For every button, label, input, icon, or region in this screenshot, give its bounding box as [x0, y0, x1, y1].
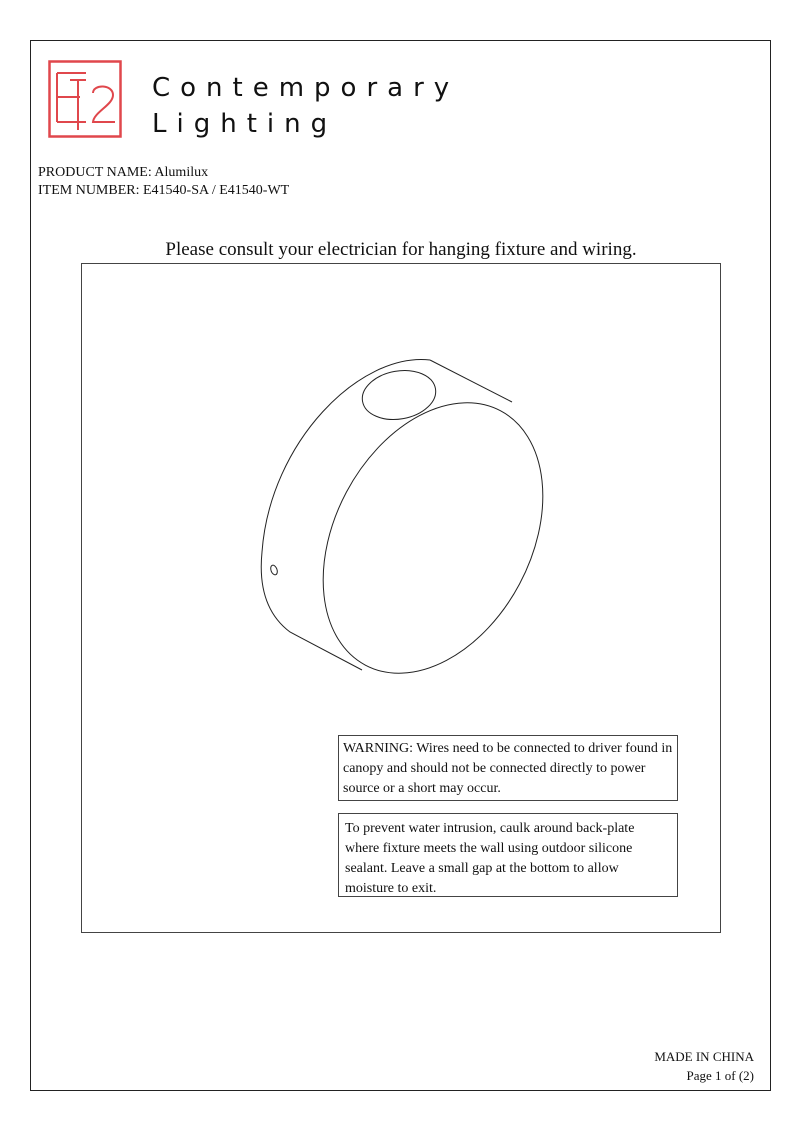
page-frame-bottom-edge	[30, 1090, 771, 1091]
warning-box: WARNING: Wires need to be connected to driver found in canopy and should not be connected directly to power source or a short may occur.	[338, 735, 678, 801]
et2-logo-icon	[48, 60, 122, 138]
page-frame-right-edge	[770, 40, 771, 1090]
brand-line-2: Lighting	[152, 109, 338, 139]
item-number: ITEM NUMBER: E41540-SA / E41540-WT	[38, 183, 290, 198]
product-name: PRODUCT NAME: Alumilux	[38, 165, 209, 180]
product-info	[38, 164, 289, 200]
page-number: Page 1 of (2)	[686, 1068, 754, 1083]
water-intrusion-note: To prevent water intrusion, caulk around back-plate where fixture meets the wall using outdoor silicone sealant. Leave a small gap at the bottom to allow moisture to exit.	[338, 813, 678, 897]
electrician-notice: Please consult your electrician for hanging fixture and wiring.	[165, 239, 637, 260]
footer	[654, 1047, 754, 1085]
brand-line-1: Contemporary	[152, 73, 460, 103]
made-in-label: MADE IN CHINA	[654, 1049, 754, 1064]
fixture-drawing	[250, 352, 550, 682]
brand-name	[152, 70, 459, 142]
